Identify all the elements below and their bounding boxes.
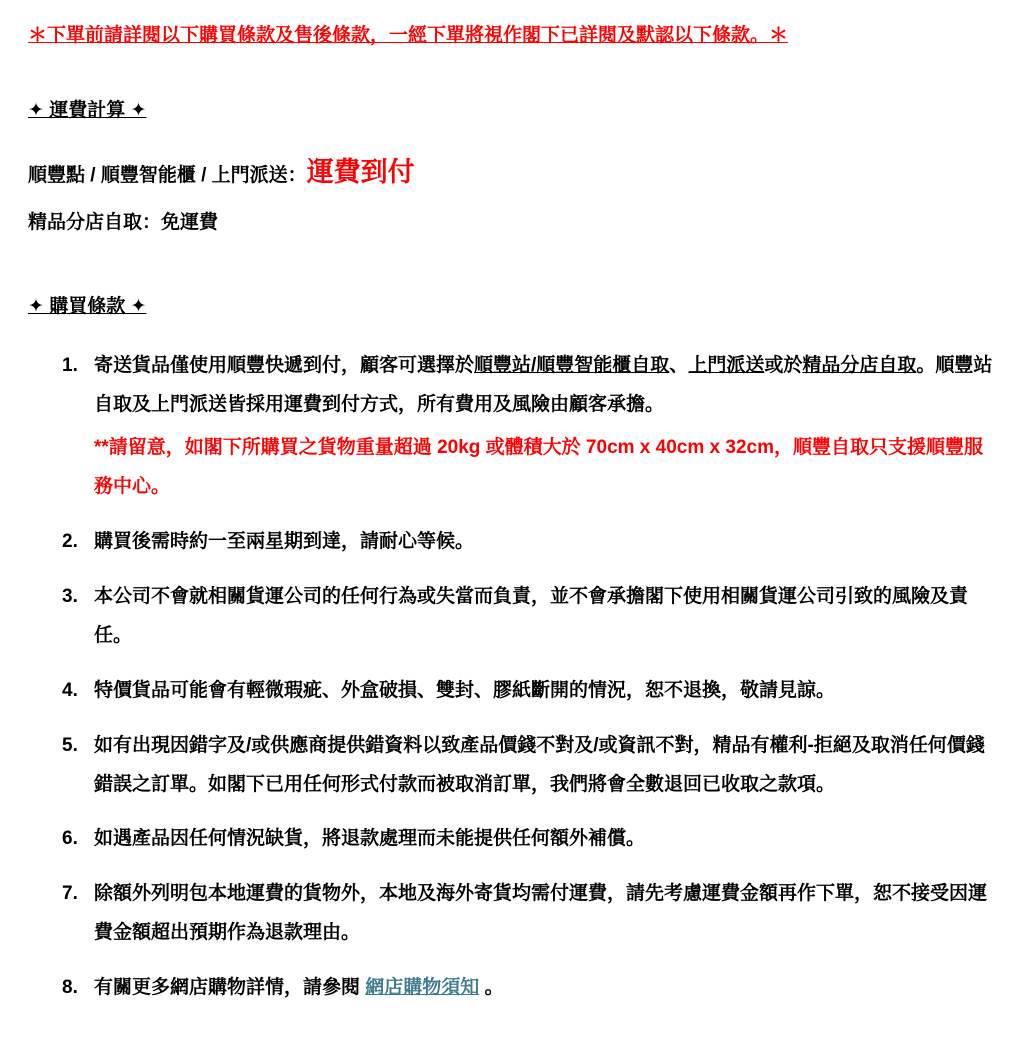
weight-limit-note: **請留意，如閣下所購買之貨物重量超過 20kg 或體積大於 70cm x 40cm x 32cm，順豐自取只支援順豐服務中心。: [94, 436, 983, 497]
term-item-7: [62, 875, 996, 953]
shop-guide-link[interactable]: 網店購物須知: [365, 977, 480, 999]
term-number: 6.: [62, 828, 78, 850]
term-text: 除額外列明包本地運費的貨物外，本地及海外寄貨均需付運費，請先考慮運費金額再作下單，恕不接受因運費金額超出預期作為退款理由。: [94, 883, 988, 944]
term-item-5: [62, 727, 996, 805]
term-number: 7.: [62, 883, 78, 905]
term-body: [94, 875, 996, 953]
term-body: [94, 523, 996, 562]
term-item-2: [62, 523, 996, 562]
term-item-6: [62, 820, 996, 859]
store-pickup-line: 精品分店自取：免運費: [28, 212, 219, 234]
term-text: 特價貨品可能會有輕微瑕疵、外盒破損、雙封、膠紙斷開的情況，恕不退換，敬請見諒。: [94, 679, 836, 701]
term-item-8: [62, 969, 996, 1008]
term-item-4: [62, 672, 996, 711]
term-text: 購買後需時約一至兩星期到達，請耐心等候。: [94, 530, 475, 552]
store-pickup-underline: 精品分店自取: [802, 355, 917, 377]
term-number: 4.: [62, 679, 78, 701]
term-body: [94, 578, 996, 656]
home-delivery-underline: 上門派送: [688, 355, 765, 377]
term-text-segment: 。: [479, 977, 504, 999]
term-text: [94, 347, 996, 425]
term-body: [94, 672, 996, 711]
term-text-segment: 寄送貨品僅使用順豐快遞到付，顧客可選擇於: [94, 355, 475, 377]
term-number: 8.: [62, 977, 78, 999]
term-body: [94, 969, 996, 1008]
term-text-segment: 。順豐站自取及上門派送皆採用運費到付方式，所有費用及風險由顧客承擔。: [94, 355, 993, 416]
term-number: 1.: [62, 355, 78, 377]
term-text-segment: 或於: [764, 355, 803, 377]
term-body: [94, 727, 996, 805]
freight-collect-value: 運費到付: [306, 157, 415, 187]
term-item-1: [62, 347, 996, 507]
term-number: 5.: [62, 734, 78, 756]
term-text: 本公司不會就相關貨運公司的任何行為或失當而負責，並不會承擔閣下使用相關貨運公司引致的風險及責任。: [94, 585, 969, 646]
term-text: 如遇產品因任何情況缺貨，將退款處理而未能提供任何額外補償。: [94, 828, 646, 850]
term-item-3: [62, 578, 996, 656]
shipping-methods-line: [28, 151, 996, 194]
term-number: 2.: [62, 530, 78, 552]
term-number: 3.: [62, 585, 78, 607]
term-text: [94, 969, 996, 1008]
term-body: [94, 820, 996, 859]
sf-locker-pickup-underline: 順豐站/順豐智能櫃自取: [474, 355, 670, 377]
shipping-methods-label: 順豐點 / 順豐智能櫃 / 上門派送：: [28, 165, 307, 186]
term-body: [94, 347, 996, 507]
terms-list: [62, 347, 996, 1008]
pre-order-notice: ＊下單前請詳閱以下購買條款及售後條款，一經下單將視作閣下已詳閱及默認以下條款。＊: [28, 25, 789, 46]
term-text-segment: 、: [669, 355, 689, 377]
term-text: 如有出現因錯字及/或供應商提供錯資料以致產品價錢不對及/或資訊不對，精品有權利-拒絕及取消任何價錢錯誤之訂單。如閣下已用任何形式付款而被取消訂單，我們將會全數退回已收取之款項。: [94, 734, 985, 795]
shipping-fee-heading: ✦ 運費計算 ✦: [28, 99, 147, 121]
purchase-terms-heading: ✦ 購買條款 ✦: [28, 295, 147, 317]
term-text-segment: 有關更多網店購物詳情，請參閱: [94, 977, 366, 999]
